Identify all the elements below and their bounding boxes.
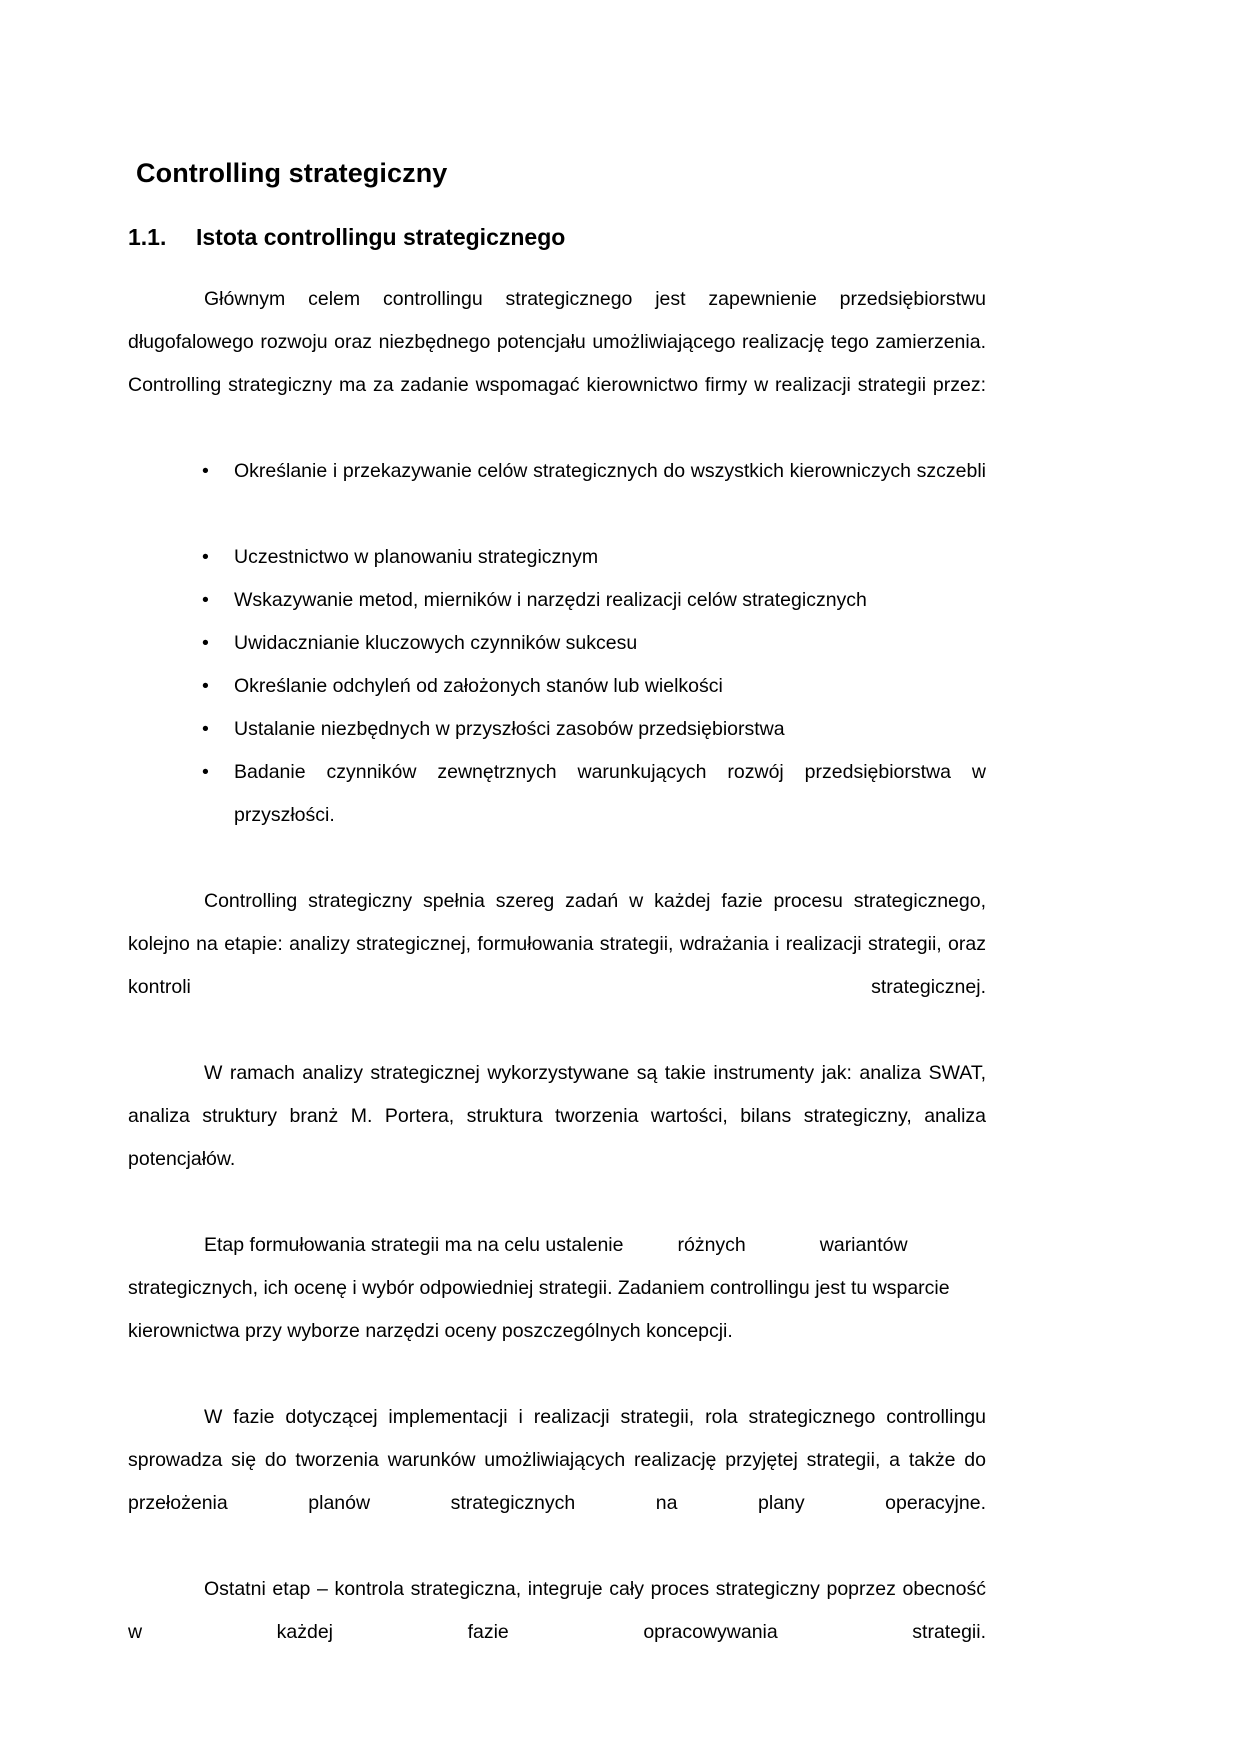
paragraph-formulation xyxy=(128,1224,986,1396)
paragraph-formulation-word2: wariantów xyxy=(819,1234,908,1256)
list-item xyxy=(128,579,986,622)
paragraph-control: Ostatni etap – kontrola strategiczna, integruje cały proces strategiczny poprzez obecność w każdej fazie opracowywania strategii. xyxy=(128,1578,986,1643)
paragraph-formulation-part2: strategicznych, ich ocenę i wybór odpowiedniej strategii. Zadaniem controllingu jest tu wsparcie kierownictwa przy wyborze narzędzi oceny poszczególnych koncepcji. xyxy=(128,1277,950,1342)
list-item-label: Uwidacznianie kluczowych czynników sukcesu xyxy=(234,632,638,654)
paragraph-formulation-word1: różnych xyxy=(677,1234,746,1256)
paragraph-intro: Głównym celem controllingu strategicznego jest zapewnienie przedsiębiorstwu długofalowego rozwoju oraz niezbędnego potencjału umożliwiającego realizację tego zamierzenia. Controlling strategiczny ma za zadanie wspomagać kierownictwo firmy w realizacji strategii przez: xyxy=(128,288,986,396)
bullet-icon: • xyxy=(202,632,209,654)
list-item-label: Określanie i przekazywanie celów strategicznych do wszystkich kierowniczych szczebli xyxy=(234,460,986,482)
list-item-label: Badanie czynników zewnętrznych warunkujących rozwój przedsiębiorstwa w przyszłości. xyxy=(234,761,986,826)
bullet-icon: • xyxy=(202,546,209,568)
section-heading-title: Istota controllingu strategicznego xyxy=(196,224,566,250)
list-item xyxy=(128,536,986,579)
list-item xyxy=(128,708,986,751)
list-item xyxy=(128,622,986,665)
page-title: Controlling strategiczny xyxy=(136,158,448,188)
section-number: 1.1. xyxy=(128,224,167,250)
list-item xyxy=(128,450,986,536)
bullet-icon: • xyxy=(202,718,209,740)
bullet-icon: • xyxy=(202,589,209,611)
paragraph-formulation-part1: Etap formułowania strategii ma na celu ustalenie xyxy=(204,1234,624,1256)
bullet-icon: • xyxy=(202,761,209,783)
paragraph-phases: Controlling strategiczny spełnia szereg zadań w każdej fazie procesu strategicznego, kolejno na etapie: analizy strategicznej, formułowania strategii, wdrażania i realizacji strategii, oraz kontroli strategicznej. xyxy=(128,890,986,998)
list-item-label: Wskazywanie metod, mierników i narzędzi realizacji celów strategicznych xyxy=(234,589,867,611)
section-heading xyxy=(128,224,565,251)
bullet-icon: • xyxy=(202,460,209,482)
paragraph-implementation: W fazie dotyczącej implementacji i realizacji strategii, rola strategicznego controllingu sprowadza się do tworzenia warunków umożliwiających realizację przyjętej strategii, a także do przełożenia planów strategicznych na plany operacyjne. xyxy=(128,1406,986,1514)
list-item-label: Uczestnictwo w planowaniu strategicznym xyxy=(234,546,599,568)
list-item xyxy=(128,751,986,880)
list-item-label: Określanie odchyleń od założonych stanów lub wielkości xyxy=(234,675,723,697)
bullet-icon: • xyxy=(202,675,209,697)
body-text-block xyxy=(128,278,986,1697)
list-item-label: Ustalanie niezbędnych w przyszłości zasobów przedsiębiorstwa xyxy=(234,718,785,740)
list-item xyxy=(128,665,986,708)
tasks-bullet-list xyxy=(128,450,986,880)
paragraph-analysis: W ramach analizy strategicznej wykorzystywane są takie instrumenty jak: analiza SWAT, analiza struktury branż M. Portera, struktura tworzenia wartości, bilans strategiczny, analiza potencjałów. xyxy=(128,1062,986,1170)
